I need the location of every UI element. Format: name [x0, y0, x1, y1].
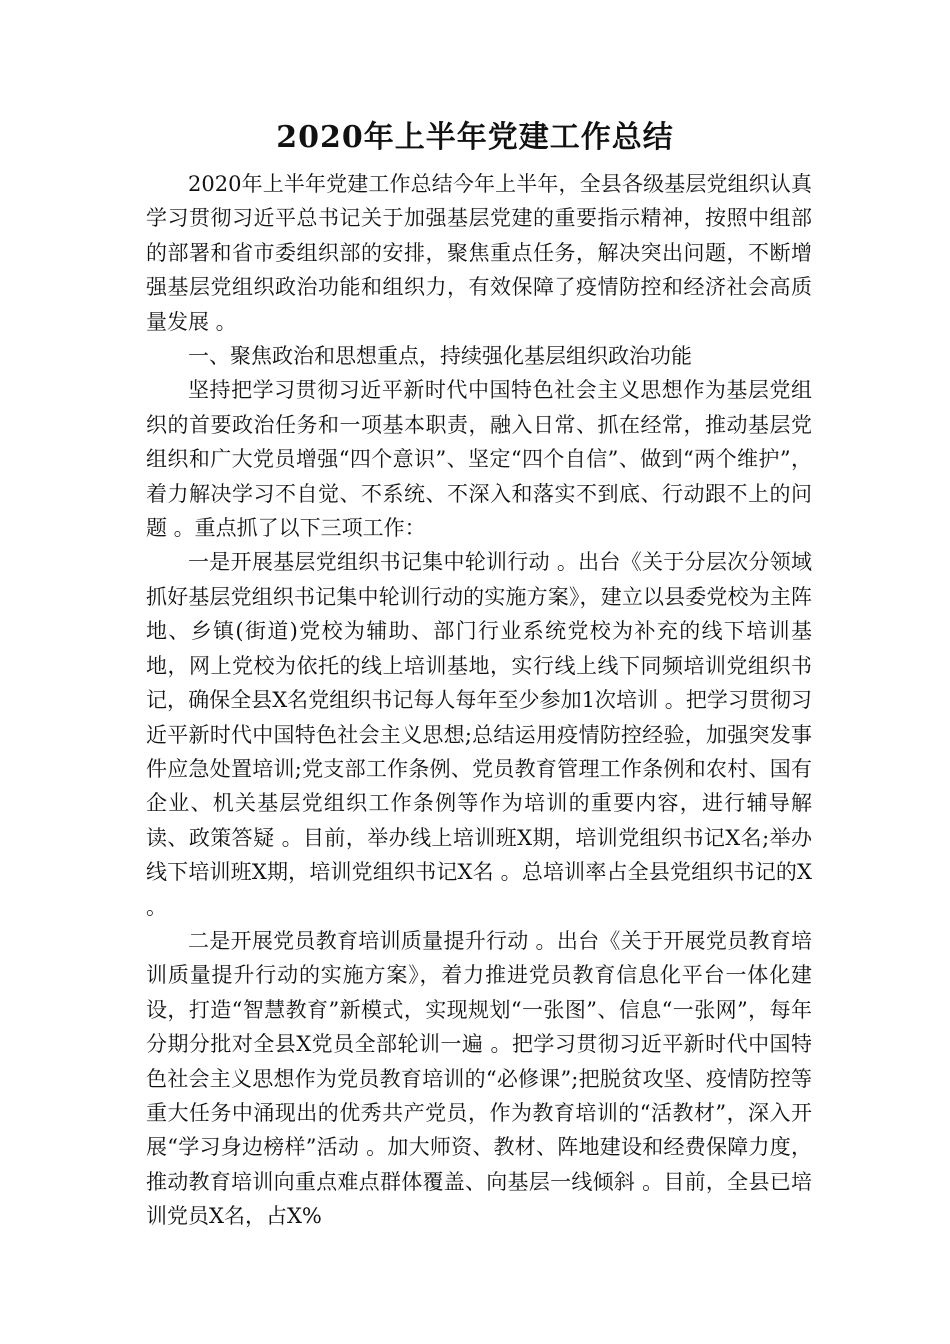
intro-paragraph: 2020年上半年党建工作总结今年上半年，全县各级基层党组织认真学习贯彻习近平总书记关于加强基层党建的重要指示精神，按照中组部的部署和省市委组织部的安排，聚焦重点任务，解决突出问题，不断增强基层党组织政治功能和组织力，有效保障了疫情防控和经济社会高质量发展 。	[146, 172, 812, 334]
document-title: 2020年上半年党建工作总结	[276, 120, 674, 155]
body-paragraph: 坚持把学习贯彻习近平新时代中国特色社会主义思想作为基层党组织的首要政治任务和一项基本职责，融入日常、抓在经常，推动基层党组织和广大党员增强“四个意识”、坚定“四个自信”、做到“两个维护”，着力解决学习不自觉、不系统、不深入和落实不到底、行动跟不上的问题 。重点抓了以下三项工作：	[146, 378, 812, 541]
body-paragraph: 一是开展基层党组织书记集中轮训行动 。出台《关于分层次分领域抓好基层党组织书记集中轮训行动的实施方案》，建立以县委党校为主阵地、乡镇(街道)党校为辅助、部门行业系统党校为补充的线下培训基地，网上党校为依托的线上培训基地，实行线上线下同频培训党组织书记，确保全县X名党组织书记每人每年至少参加1次培训 。把学习贯彻习近平新时代中国特色社会主义思想;总结运用疫情防控经验，加强突发事件应急处置培训;党支部工作条例、党员教育管理工作条例和农村、国有企业、机关基层党组织工作条例等作为培训的重要内容，进行辅导解读、政策答疑 。目前，举办线上培训班X期，培训党组织书记X名;举办线下培训班X期，培训党组织书记X名 。总培训率占全县党组织书记的X 。	[146, 550, 812, 919]
document-body	[146, 167, 812, 1234]
section-heading-1: 一、聚焦政治和思想重点，持续强化基层组织政治功能	[188, 344, 692, 369]
body-paragraph: 二是开展党员教育培训质量提升行动 。出台《关于开展党员教育培训质量提升行动的实施方案》，着力推进党员教育信息化平台一体化建设，打造“智慧教育”新模式，实现规划“一张图”、信息“一张网”，每年分期分批对全县X党员全部轮训一遍 。把学习贯彻习近平新时代中国特色社会主义思想作为党员教育培训的“必修课”;把脱贫攻坚、疫情防控等重大任务中涌现出的优秀共产党员，作为教育培训的“活教材”，深入开展“学习身边榜样”活动 。加大师资、教材、阵地建设和经费保障力度，推动教育培训向重点难点群体覆盖、向基层一线倾斜 。目前，全县已培训党员X名，占X%	[146, 928, 812, 1229]
